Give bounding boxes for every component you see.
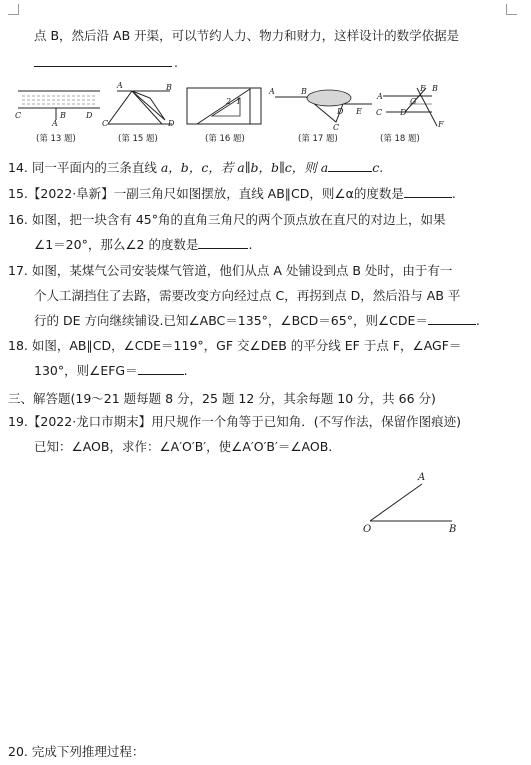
- q16-number: 16.: [8, 212, 28, 227]
- q19-line2: 已知：∠AOB，求作：∠A′O′B′，使∠A′O′B′＝∠AOB.: [34, 439, 333, 454]
- q17-line1: 如图，某煤气公司安装煤气管道，他们从点 A 处铺设到点 B 处时，由于有一: [31, 263, 453, 278]
- q16-line2: ∠1＝20°，那么∠2 的度数是: [34, 237, 199, 252]
- q20-text: 完成下列推理过程：: [31, 744, 145, 759]
- q19-line1: 用尺规作一个角等于已知角．(不写作法，保留作图痕迹): [151, 414, 461, 429]
- q15-text: 一副三角尺如图摆放，直线 AB∥CD，则∠α的度数是: [113, 186, 404, 201]
- fig18-caption: (第 18 题): [380, 134, 420, 144]
- q20-number: 20.: [8, 744, 28, 759]
- fig13-label-a: A: [52, 119, 58, 128]
- q14-text-end: c.: [372, 160, 384, 175]
- q18-line2: 130°，则∠EFG＝: [34, 363, 138, 378]
- fig15-label-c: C: [102, 119, 109, 128]
- q18-number: 18.: [8, 338, 28, 353]
- fig16-label-2: 2: [226, 97, 232, 106]
- question-20: [8, 744, 144, 760]
- fig13-caption: (第 13 题): [36, 134, 76, 144]
- q19-label-o: O: [363, 524, 372, 535]
- fig16-label-1: 1: [236, 97, 242, 106]
- q19-label-b: B: [449, 524, 457, 535]
- fig17-label-e: E: [356, 107, 362, 116]
- q16-end: .: [248, 237, 253, 252]
- q14-number: 14.: [8, 160, 28, 175]
- fig18-label-c: C: [376, 108, 383, 117]
- fig15-caption: (第 15 题): [118, 134, 158, 144]
- fig18-label-a: A: [377, 92, 383, 101]
- q19-tag: 【2022·龙口市期末】: [27, 414, 152, 429]
- section-3-heading: 三、解答题(19～21 题每题 8 分，25 题 12 分，其余每题 10 分，共 66 分): [8, 391, 436, 406]
- fig15-label-a: A: [117, 81, 123, 90]
- q14-text: 同一平面内的三条直线: [31, 160, 161, 175]
- q13-answer-line: .: [34, 54, 178, 71]
- fig17-label-d: D: [337, 107, 344, 116]
- q14-vars: a，b，c，若 a∥b，b∥c，则 a: [160, 160, 329, 175]
- fig15-label-b: B: [166, 83, 172, 92]
- q17-end: .: [475, 313, 480, 328]
- ray-oa: [370, 484, 422, 521]
- fig13-label-c: C: [15, 111, 22, 120]
- q17-line2: 个人工湖挡住了去路，需要改变方向经过点 C，再拐到点 D，然后沿与 AB 平: [34, 288, 461, 303]
- q18-end: .: [183, 363, 188, 378]
- q18-line1: 如图，AB∥CD，∠CDE＝119°，GF 交∠DEB 的平分线 EF 于点 F，∠AGF＝: [31, 338, 462, 353]
- q19-number: 19.: [8, 414, 28, 429]
- fig13-label-b: B: [60, 111, 66, 120]
- fig18-label-d: D: [400, 108, 407, 117]
- fig18-label-f: F: [438, 120, 444, 129]
- q19-label-a: A: [418, 472, 426, 483]
- q17-line3: 行的 DE 方向继续铺设.已知∠ABC＝135°，∠BCD＝65°，则∠CDE＝: [34, 313, 428, 328]
- fig16-caption: (第 16 题): [205, 134, 245, 144]
- q16-line1: 如图，把一块含有 45°角的直角三角尺的两个顶点放在直尺的对边上，如果: [31, 212, 446, 227]
- fig17-label-a: A: [269, 87, 275, 96]
- q13-continuation-text: 点 B，然后沿 AB 开渠，可以节约人力、物力和财力，这样设计的数学依据是: [34, 28, 460, 43]
- fig18-label-g: G: [410, 97, 417, 106]
- fig13-label-d: D: [86, 111, 93, 120]
- q15-end: .: [451, 186, 456, 201]
- q15-tag: 【2022·阜新】: [27, 186, 114, 201]
- fig17-label-c: C: [333, 123, 340, 132]
- fig18-label-b: B: [432, 84, 438, 93]
- fig17-caption: (第 17 题): [298, 134, 338, 144]
- q17-number: 17.: [8, 263, 28, 278]
- fig17-label-b: B: [301, 87, 307, 96]
- fig18-label-e: E: [420, 84, 426, 93]
- fig15-label-d: D: [168, 119, 175, 128]
- q15-number: 15.: [8, 186, 28, 201]
